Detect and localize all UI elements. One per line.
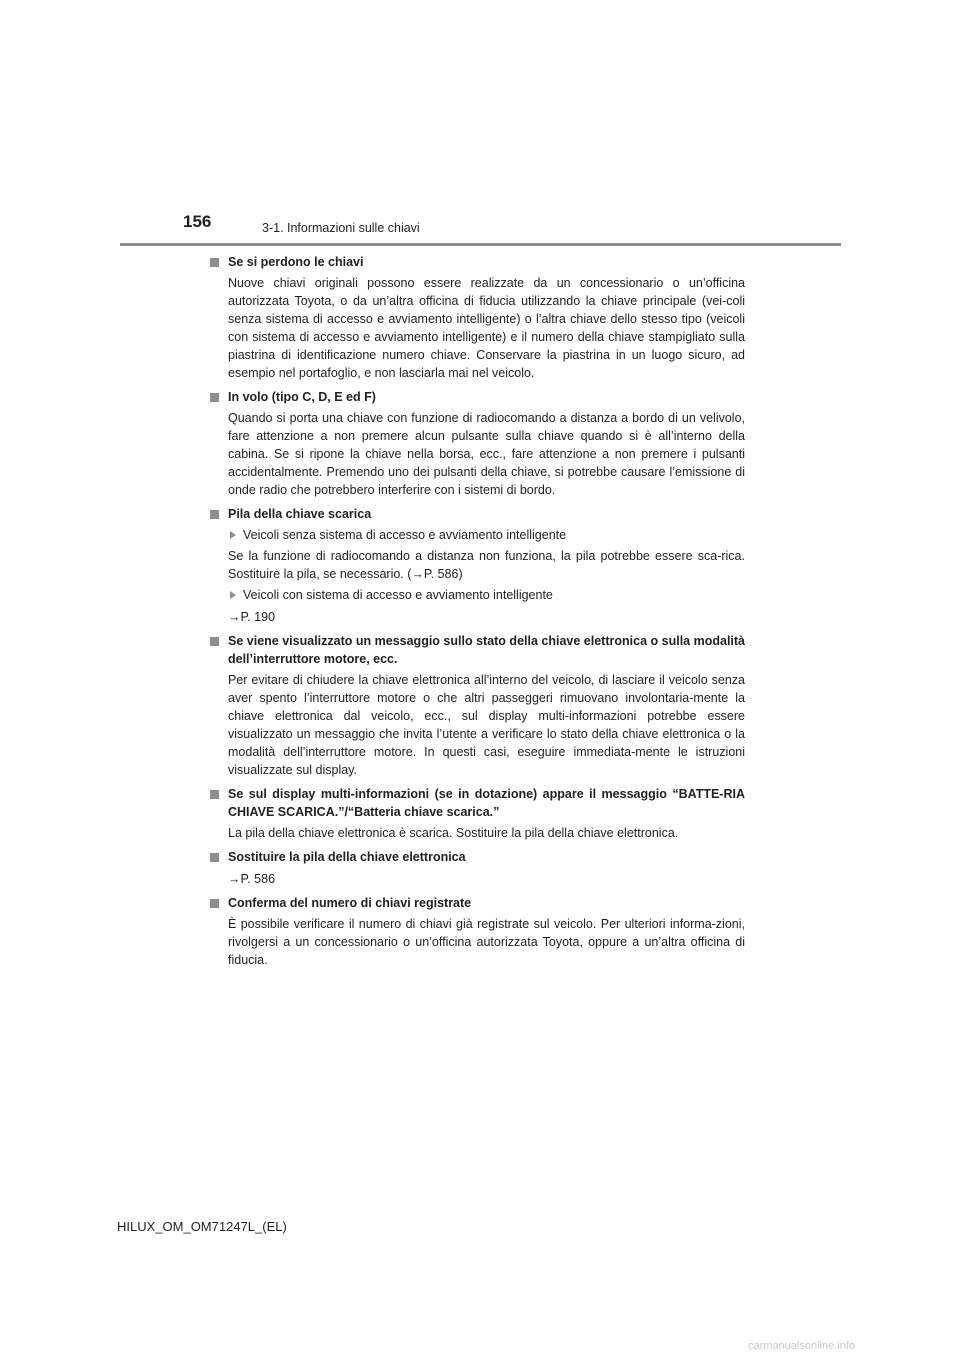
section-paragraph: La pila della chiave elettronica è scarica. Sostituire la pila della chiave elettronica.	[228, 826, 679, 840]
page-content	[210, 253, 745, 975]
section-heading	[210, 632, 745, 668]
section-electronic-key-message	[210, 632, 745, 779]
square-bullet-icon	[210, 853, 219, 862]
section-replace-battery	[210, 848, 745, 888]
section-paragraph: Nuove chiavi originali possono essere realizzate da un concessionario o un’officina autorizzata Toyota, o da un’altra officina di fiducia utilizzando la chiave principale (vei-coli senza sistema di accesso e avviamento intelligente) o l’altra chiave dello stesso tipo (veicoli con sistema di accesso e avviamento intelligente) e il numero della chiave stampigliato sulla piastrina di identificazione numero chiave. Conservare la piastrina in un luogo sicuro, ad esempio nel portafoglio, e non lasciarla mai nel veicolo.	[228, 276, 745, 380]
page-reference-link[interactable]: →P. 190	[228, 610, 276, 624]
heading-text: Conferma del numero di chiavi registrate	[228, 896, 472, 910]
sub-item	[228, 586, 745, 604]
heading-text: Pila della chiave scarica	[228, 507, 372, 521]
section-battery-depleted	[210, 505, 745, 626]
section-heading	[210, 388, 745, 406]
square-bullet-icon	[210, 637, 219, 646]
section-heading	[210, 894, 745, 912]
triangle-bullet-icon	[230, 591, 236, 599]
section-heading	[210, 253, 745, 271]
square-bullet-icon	[210, 790, 219, 799]
section-paragraph: Per evitare di chiudere la chiave elettronica all’interno del veicolo, di lasciare il veicolo senza aver spento l’interruttore motore o che altri passeggeri rimuovano involontaria-mente la chiave elettronica dal veicolo, ecc., sul display multi-informazioni potrebbe essere visualizzato un messaggio che invita l’utente a verificare lo stato della chiave elettronica o la modalità dell’interruttore motore. In questi casi, eseguire immediata-mente le istruzioni visualizzate sul display.	[228, 673, 745, 777]
heading-text: Se sul display multi-informazioni (se in dotazione) appare il messaggio “BATTE-RIA CHIAVE SCARICA.”/“Batteria chiave scarica.”	[228, 787, 745, 819]
page-number: 156	[183, 212, 212, 231]
section-paragraph: Quando si porta una chiave con funzione di radiocomando a distanza a bordo di un velivolo, fare attenzione a non premere alcun pulsante sulla chiave quando si è all’interno della cabina. Se si ripone la chiave nella borsa, ecc., fare attenzione a non premere i pulsanti accidentalmente. Premendo uno dei pulsanti della chiave, si potrebbe causare l’emissione di onde radio che potrebbero interferire con i sistemi di bordo.	[228, 411, 745, 497]
square-bullet-icon	[210, 393, 219, 402]
sub-item	[228, 526, 745, 544]
section-title: 3-1. Informazioni sulle chiavi	[262, 221, 420, 235]
site-watermark: carmanualsonline.info	[748, 1340, 856, 1352]
section-heading	[210, 785, 745, 821]
section-lost-keys	[210, 253, 745, 382]
square-bullet-icon	[210, 258, 219, 267]
heading-text: In volo (tipo C, D, E ed F)	[228, 390, 376, 404]
heading-text: Sostituire la pila della chiave elettronica	[228, 850, 466, 864]
heading-text: Se si perdono le chiavi	[228, 255, 364, 269]
square-bullet-icon	[210, 510, 219, 519]
section-heading	[210, 505, 745, 523]
sub-item-text: Veicoli con sistema di accesso e avviamento intelligente	[243, 588, 553, 602]
square-bullet-icon	[210, 899, 219, 908]
section-low-battery-message	[210, 785, 745, 842]
section-paragraph: È possibile verificare il numero di chiavi già registrate sul veicolo. Per ulteriori informa-zioni, rivolgersi a un concessionario o un’officina autorizzata Toyota, oppure a un’altra officina di fiducia.	[228, 917, 745, 967]
header-divider	[120, 243, 841, 246]
section-heading	[210, 848, 745, 866]
section-in-flight	[210, 388, 745, 499]
sub-item-text: Veicoli senza sistema di accesso e avviamento intelligente	[243, 528, 567, 542]
section-paragraph: Se la funzione di radiocomando a distanza non funziona, la pila potrebbe essere sca-rica. Sostituire la pila, se necessario. (→P. 586)	[228, 549, 745, 581]
triangle-bullet-icon	[230, 531, 236, 539]
document-code: HILUX_OM_OM71247L_(EL)	[117, 1219, 287, 1234]
section-registered-keys	[210, 894, 745, 969]
heading-text: Se viene visualizzato un messaggio sullo stato della chiave elettronica o sulla modalità dell’interruttore motore, ecc.	[228, 634, 745, 666]
page-reference-link[interactable]: →P. 586	[228, 872, 276, 886]
